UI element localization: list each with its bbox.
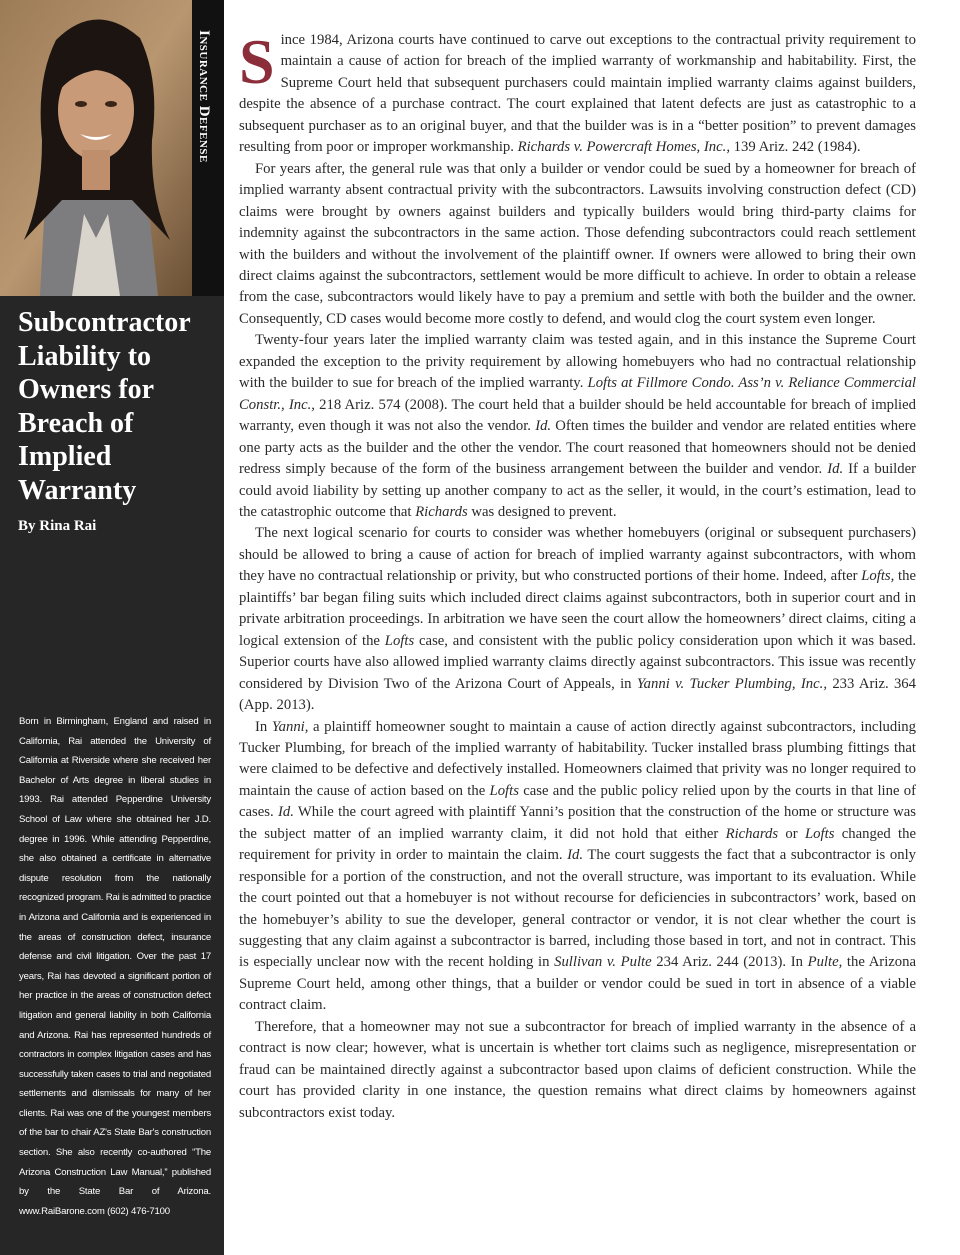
body-text: The court suggests the fact that a subcontractor is only responsible for a portion of the construction, and not the overall structure, was important to its evaluation. While the court pointed out that a homebuyer is not without recourse for deficiencies in subcontractors’ work, based on the homebuyer’s ability to sue the developer, general contractor or vendor, it is not clear whether the court is suggesting that any claim against a subcontractor is barred, including those based in tort, and not in contract. This is especially unclear now with the recent holding in [239, 847, 916, 971]
citation-text: Yanni, [271, 718, 309, 735]
body-text: the plaintiffs’ bar began filing suits which included direct claims against subcontractors, both in superior court and in private arbitration proceedings. In arbitration we have seen the court allow the homeowners’ direct claims, citing a logical extension of the [239, 568, 916, 649]
body-text: case and the public policy relied upon by the courts in that line of cases. [239, 782, 917, 821]
citation-text: Id. [567, 847, 584, 864]
paragraph-5 [239, 717, 916, 1017]
citation-text: Sullivan v. Pulte [554, 954, 652, 971]
paragraph-1 [239, 26, 916, 159]
article-title: Subcontractor Liability to Owners for Breach of Implied Warranty [18, 307, 191, 506]
citation-text: Id. [277, 804, 294, 821]
drop-cap: S [239, 26, 275, 97]
section-label: Insurance Defense [196, 30, 212, 163]
body-text: In [255, 718, 272, 735]
body-text: 234 Ariz. 244 (2013). In [651, 954, 808, 971]
citation-text: Id. [827, 461, 844, 478]
body-text: case, and consistent with the public policy consideration upon which it was based. Superior courts have also allowed implied warranty claims directly against subcontractors. This issue was recently considered by Division Two of the Arizona Court of Appeals, in [239, 632, 916, 692]
body-text: a plaintiff homeowner sought to maintain a cause of action directly against subcontractors, including Tucker Plumbing, for breach of the implied warranty of habitability. Tucker installed brass plumbing fittings that were claimed to be defective and defectively installed. Homeowners claimed that privity was no longer required to maintain the cause of action based on the [239, 718, 916, 799]
citation-text: Lofts [805, 825, 835, 842]
body-text: While the court agreed with plaintiff Yanni’s position that the construction of the home or structure was the subject matter of an implied warranty claim, it did not hold that either [239, 804, 916, 842]
citation-text: Lofts, [861, 568, 895, 585]
citation-text: Richards [415, 503, 468, 520]
author-portrait-illustration [0, 0, 192, 296]
paragraph-3 [239, 330, 916, 523]
article-body [239, 26, 917, 1124]
body-text: or [778, 825, 806, 842]
paragraph-2 [239, 159, 916, 331]
body-text: the Arizona Supreme Court held, among other things, that a builder or vendor could be sued in tort in absence of a viable contract claim. [239, 954, 916, 1014]
citation-text: Lofts [489, 782, 519, 799]
body-text: The next logical scenario for courts to consider was whether homebuyers (original or subsequent purchasers) should be allowed to bring a cause of action for breach of implied warranty against subcontractors, with whom they have no contractual relationship or privity, but who constructed portions of their home. Indeed, after [239, 525, 916, 585]
citation-text: Richards v. Powercraft Homes, Inc., [517, 139, 730, 156]
paragraph-4 [239, 523, 916, 716]
article-byline: By Rina Rai [18, 518, 97, 534]
body-text: 139 Ariz. 242 (1984). [730, 139, 861, 156]
citation-text: Id. [535, 418, 552, 435]
paragraph-1-text [239, 26, 916, 156]
author-photo [0, 0, 192, 296]
body-text: ince 1984, Arizona courts have continued to carve out exceptions to the contractual privity requirement to maintain a cause of action for breach of the implied warranty of workmanship and habitability. First, the Supreme Court held that subsequent purchasers could maintain implied warranty claims against builders, despite the absence of a purchase contract. The court explained that latent defects are just as catastrophic to a subsequent purchaser as to an original buyer, and that the builder was is in a “better position” to prevent damages resulting from poor or improper workmanship. [239, 32, 916, 156]
citation-text: Yanni v. Tucker Plumbing, Inc., [636, 675, 828, 692]
body-text: 233 Ariz. 364 (App. 2013). [239, 675, 916, 714]
citation-text: Richards [725, 825, 779, 842]
body-text: changed the requirement for privity in order to maintain the claim. [239, 825, 916, 864]
citation-text: Pulte, [807, 954, 843, 971]
citation-text: Lofts [384, 632, 415, 649]
body-text: Often times the builder and vendor are related entities where one party acts as the builder and the other the vendor. The court reasoned that homeowners should not be denied redress simply because of the form of the business arrangement between the builder and vendor. [239, 418, 916, 478]
body-text: was designed to prevent. [467, 503, 617, 520]
body-text: Twenty-four years later the implied warranty claim was tested again, and in this instance the Supreme Court expanded the exception to the privity requirement by allowing homebuyers who had no contractual relationship with the builder to sue for breach of the implied warranty. [239, 332, 916, 392]
author-bio: Born in Birmingham, England and raised in California, Rai attended the University of California at Riverside where she received her Bachelor of Arts degree in liberal studies in 1993. Rai attended Pepperdine University School of Law where she obtained her J.D. degree in 1996. While attending Pepperdine, she also obtained a certificate in alternative dispute resolution from the nationally recognized program. Rai is admitted to practice in Arizona and California and is experienced in the areas of construction defect, insurance defense and civil litigation. Over the past 17 years, Rai has devoted a significant portion of her practice in the areas of construction defect litigation and general liability in both California and Arizona. Rai has represented hundreds of contractors in complex litigation cases and has successfully taken cases to trial and negotiated settlements and dismissals for many of her clients. Rai was one of the youngest members of the bar to chair AZ's State Bar's construction section. She also recently co-authored “The Arizona Construction Law Manual,” published by the State Bar of Arizona. www.RaiBarone.com (602) 476-7100 [19, 716, 211, 1217]
paragraph-6 [239, 1017, 916, 1124]
author-sidebar [0, 0, 224, 1255]
citation-text: Lofts at Fillmore Condo. Ass’n v. Reliance Commercial Constr., Inc., [239, 375, 916, 413]
body-text: For years after, the general rule was that only a builder or vendor could be sued by a homeowner for breach of implied warranty absent contractual privity with the subcontractors. Lawsuits involving construction defect (CD) claims were brought by owners against builders and typically builders would bring third-party claims for indemnity against the subcontractors in the same action. Those defending subcontractors could reach settlement with the builders and without the involvement of the plaintiff owner. If owners were allowed to bring their own direct claims against the subcontractors, settlement would be more difficult to achieve. In order to obtain a release from the case, subcontractors would likely have to pay a premium and settle with both the builder and the owner. Consequently, CD cases would become more costly to defend, and would clog the court system even longer. [239, 160, 916, 327]
body-text: If a builder could avoid liability by setting up another company to act as the seller, it would, in the court’s estimation, lead to the catastrophic outcome that [239, 461, 916, 520]
body-text: 218 Ariz. 574 (2008). The court held that a builder should be held accountable for breach of implied warranty, even though it was not also the vendor. [239, 396, 916, 435]
body-text: Therefore, that a homeowner may not sue a subcontractor for breach of implied warranty in the absence of a contract is now clear; however, what is uncertain is whether tort claims such as negligence, misrepresentation or fraud can be maintained directly against a subcontractor based upon claims of deficient construction. While the court has provided clarity in one instance, the question remains what direct claims by homeowners against subcontractors exist today. [239, 1018, 916, 1121]
